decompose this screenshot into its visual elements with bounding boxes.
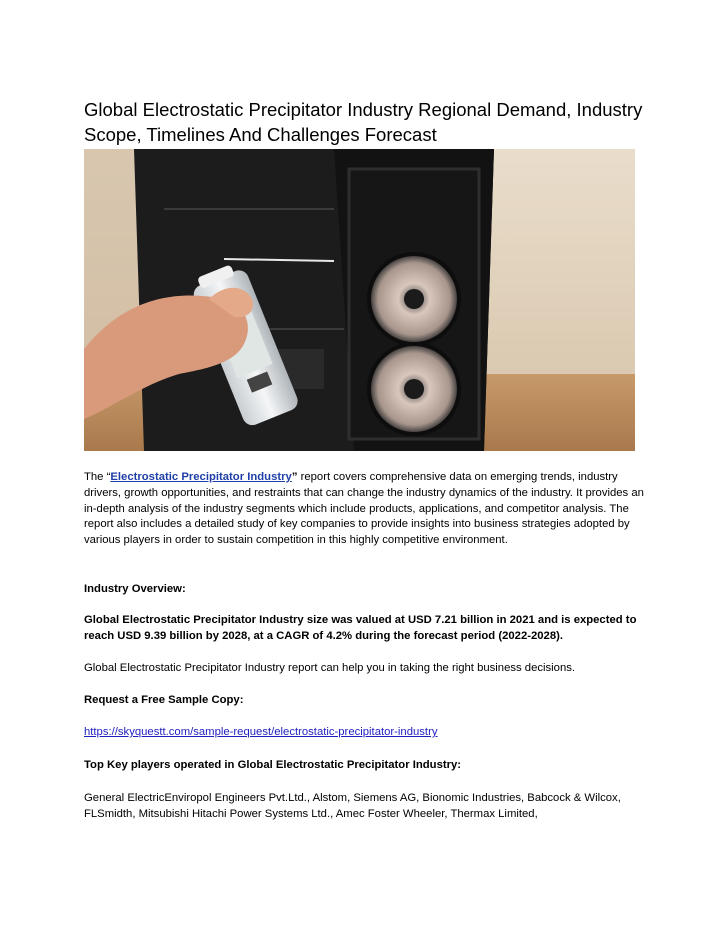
intro-close-quote: ” [291, 471, 298, 483]
players-paragraph: General ElectricEnviropol Engineers Pvt.Ltd., Alstom, Siemens AG, Bionomic Industries, Babcock & Wilcox, FLSmidth, Mitsubishi Hitachi Power Systems Ltd., Amec Foster Wheeler, Thermax Limited, [84, 792, 621, 820]
sample-request-link[interactable]: https://skyquestt.com/sample-request/electrostatic-precipitator-industry [84, 726, 438, 738]
overview-paragraph: Global Electrostatic Precipitator Industry size was valued at USD 7.21 billion in 2021 and is expected to reach USD 9.39 billion by 2028, at a CAGR of 4.2% during the forecast period (2022-2028). [84, 614, 637, 642]
overview-heading: Industry Overview: [84, 583, 186, 595]
photo-illustration [84, 149, 635, 451]
intro-paragraph [84, 470, 644, 549]
document-title: Global Electrostatic Precipitator Industry Regional Demand, Industry Scope, Timelines And Challenges Forecast [84, 99, 643, 145]
industry-report-link[interactable]: Electrostatic Precipitator Industry [110, 471, 292, 483]
intro-rest: report covers comprehensive data on emerging trends, industry drivers, growth opportunities, and restraints that can change the industry dynamics of the industry. It provides an in-depth analysis of the industry segments which include products, applications, and competitor analysis. The report also includes a detailed study of key companies to provide insights into business strategies adopted by various players in order to sustain competition in this highly competitive environment. [84, 471, 644, 547]
sample-heading: Request a Free Sample Copy: [84, 694, 244, 706]
decision-paragraph: Global Electrostatic Precipitator Industry report can help you in taking the right business decisions. [84, 662, 576, 674]
intro-prefix: The “ [84, 471, 111, 483]
players-heading: Top Key players operated in Global Electrostatic Precipitator Industry: [84, 759, 462, 771]
pc-cleaning-photo [84, 149, 635, 451]
